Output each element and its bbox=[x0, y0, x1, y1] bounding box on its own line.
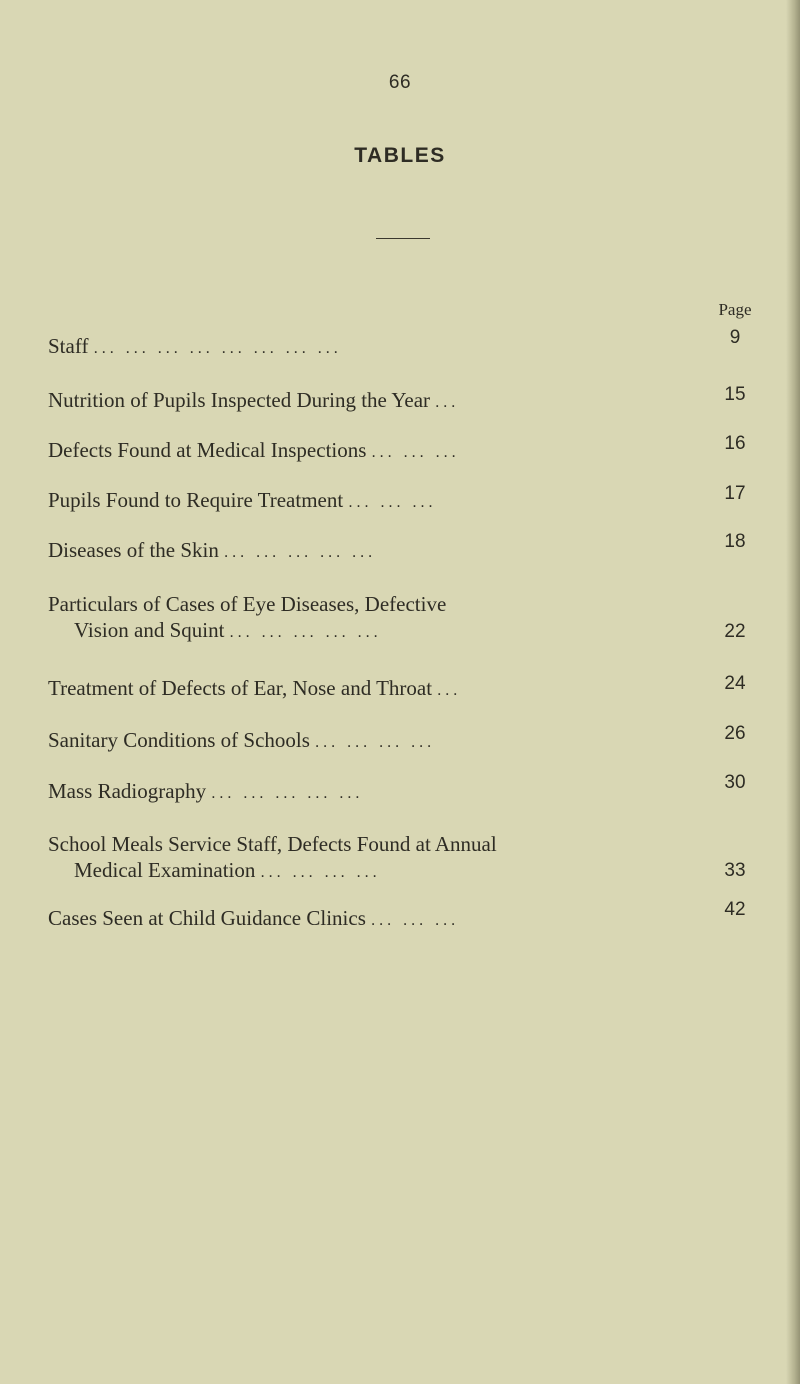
toc-entry-page: 42 bbox=[724, 899, 746, 920]
toc-entry-page: 9 bbox=[729, 327, 741, 348]
toc-entry-title: Mass Radiography bbox=[48, 779, 207, 803]
page-edge-shadow bbox=[786, 0, 800, 1384]
toc-entry-title: Pupils Found to Require Treatment bbox=[48, 488, 344, 512]
toc-entry-title: Cases Seen at Child Guidance Clinics bbox=[48, 906, 366, 930]
section-title: TABLES bbox=[354, 144, 446, 167]
toc-entry-page: 33 bbox=[724, 860, 746, 881]
toc-leader-dots: ... ... ... bbox=[371, 912, 460, 929]
toc-leader-dots: ... ... ... ... bbox=[260, 864, 381, 881]
toc-leader-dots: ... ... ... ... ... bbox=[229, 624, 382, 641]
toc-entry-title: Sanitary Conditions of Schools bbox=[48, 728, 310, 752]
toc-leader-dots: ... bbox=[435, 394, 460, 411]
toc-entry-page: 15 bbox=[724, 384, 746, 405]
toc-entry-title-continued: Vision and Squint bbox=[74, 618, 225, 642]
toc-leader-dots: ... ... ... bbox=[371, 444, 460, 461]
toc-entry-title-continued: Medical Examination bbox=[74, 858, 256, 882]
toc-leader-dots: ... ... ... ... ... bbox=[211, 785, 364, 802]
toc-entry-title: Treatment of Defects of Ear, Nose and Throat bbox=[48, 676, 433, 700]
toc-entry-page: 26 bbox=[724, 723, 746, 744]
toc-leader-dots: ... ... ... ... ... bbox=[224, 544, 377, 561]
title-divider bbox=[376, 238, 430, 239]
toc-leader-dots: ... ... ... ... bbox=[315, 734, 436, 751]
toc-leader-dots: ... ... ... ... ... ... ... ... bbox=[93, 340, 342, 357]
toc-entry-title: School Meals Service Staff, Defects Found at Annual bbox=[48, 832, 497, 856]
toc-entry-title: Nutrition of Pupils Inspected During the Year bbox=[48, 388, 431, 412]
toc-entry-title: Defects Found at Medical Inspections bbox=[48, 438, 367, 462]
toc-entry-page: 22 bbox=[724, 621, 746, 642]
toc-entry-title: Staff bbox=[48, 334, 89, 358]
toc-entry-page: 17 bbox=[724, 483, 746, 504]
toc-entry-page: 18 bbox=[724, 531, 746, 552]
toc-entry-title: Particulars of Cases of Eye Diseases, Defective bbox=[48, 592, 447, 616]
toc-leader-dots: ... bbox=[437, 682, 462, 699]
toc-entry-page: 30 bbox=[724, 772, 746, 793]
page-number: 66 bbox=[388, 72, 412, 93]
toc-entry-page: 24 bbox=[724, 673, 746, 694]
toc-entry-page: 16 bbox=[724, 433, 746, 454]
toc-entry-title: Diseases of the Skin bbox=[48, 538, 219, 562]
toc-leader-dots: ... ... ... bbox=[348, 494, 437, 511]
page-column-heading: Page bbox=[718, 300, 752, 319]
